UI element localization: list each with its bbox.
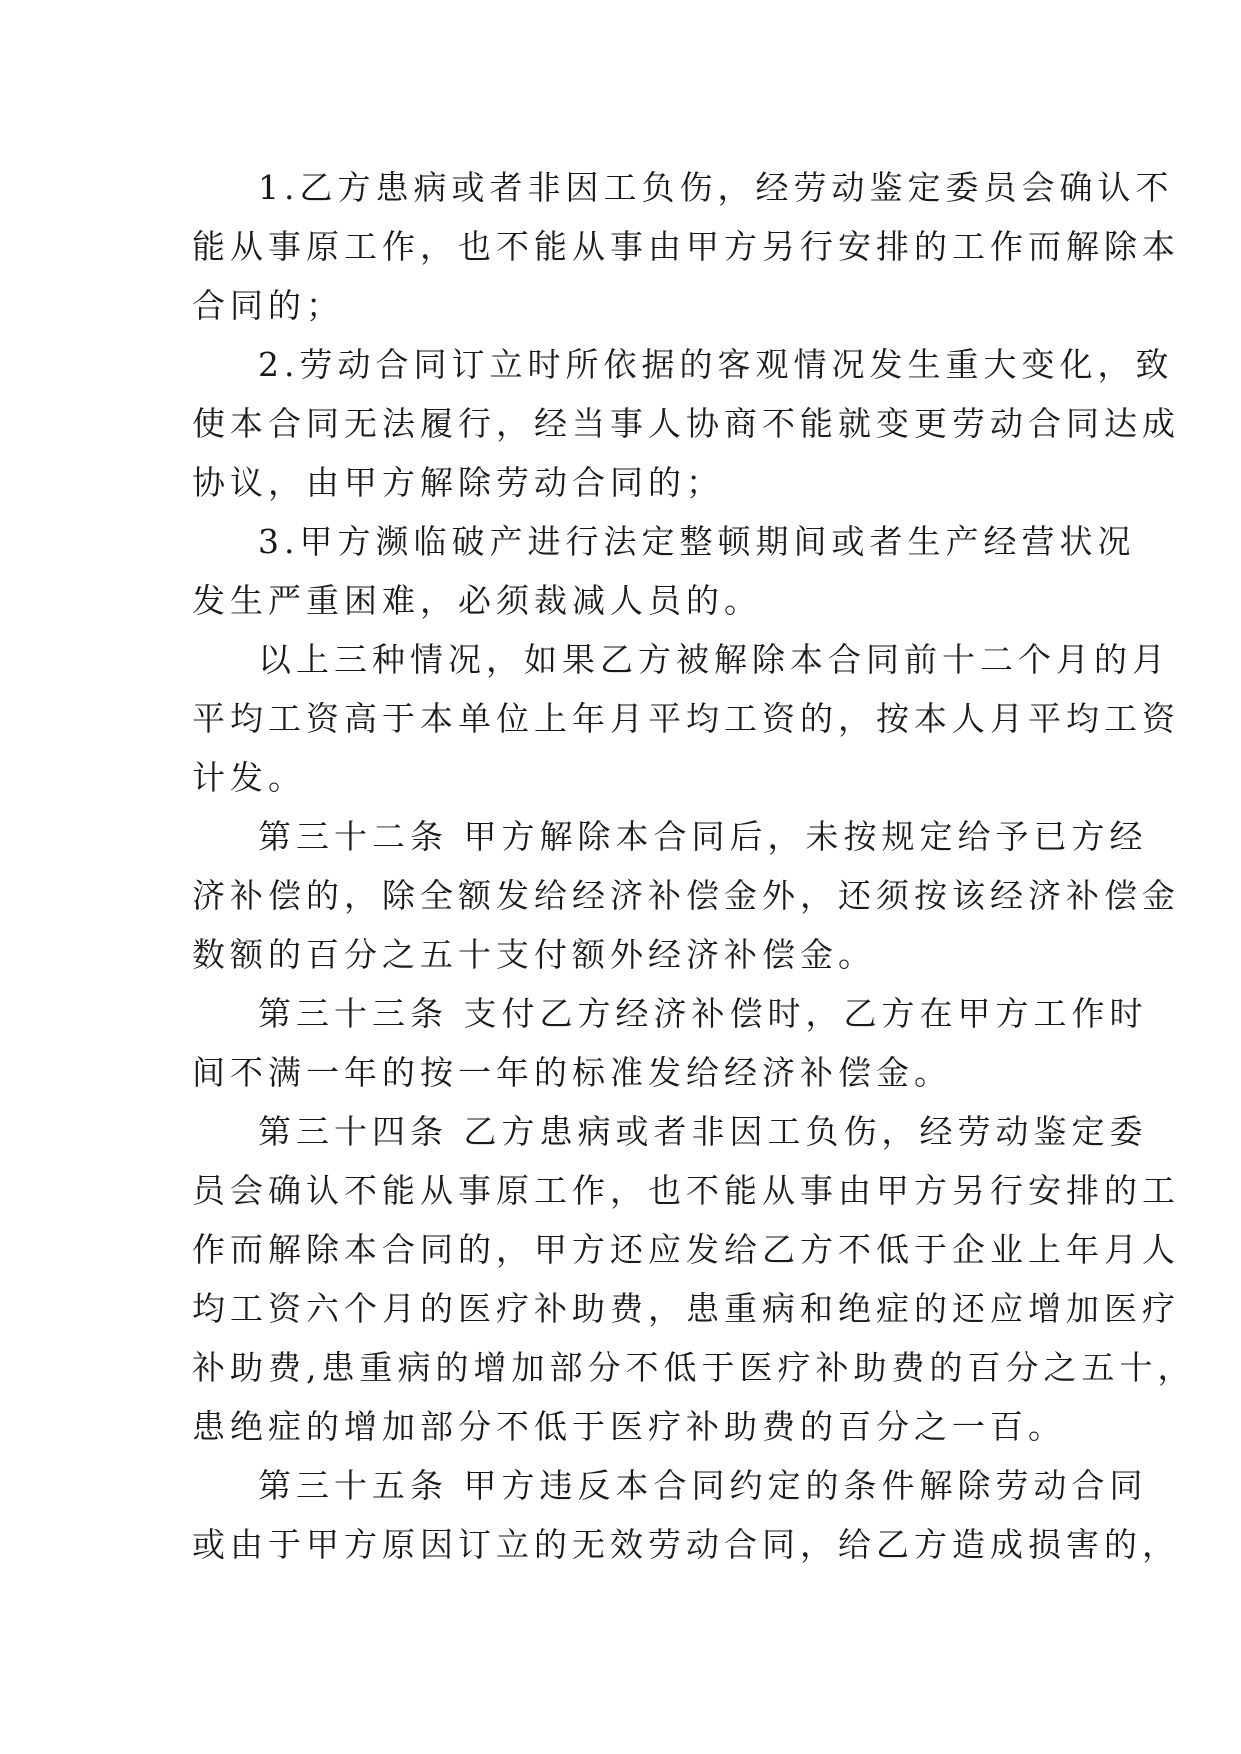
text-line: 1.乙方患病或者非因工负伤，经劳动鉴定委员会确认不 <box>258 168 1174 207</box>
text-line: 平均工资高于本单位上年月平均工资的，按本人月平均工资 <box>192 699 1180 738</box>
text-line: 或由于甲方原因订立的无效劳动合同，给乙方造成损害的， <box>192 1525 1180 1564</box>
text-line: 发生严重困难，必须裁减人员的。 <box>192 581 762 620</box>
text-line: 以上三种情况，如果乙方被解除本合同前十二个月的月 <box>258 640 1170 679</box>
document-body <box>192 158 1196 1574</box>
text-line: 合同的； <box>192 286 344 325</box>
text-line: 作而解除本合同的，甲方还应发给乙方不低于企业上年月人 <box>192 1230 1180 1269</box>
text-line: 第三十三条 支付乙方经济补偿时，乙方在甲方工作时 <box>258 994 1148 1033</box>
text-line: 数额的百分之五十支付额外经济补偿金。 <box>192 935 876 974</box>
text-line: 第三十二条 甲方解除本合同后，未按规定给予已方经 <box>258 817 1148 856</box>
text-line: 补助费,患重病的增加部分不低于医疗补助费的百分之五十， <box>192 1348 1196 1387</box>
text-line: 协议，由甲方解除劳动合同的； <box>192 463 724 502</box>
text-line: 使本合同无法履行，经当事人协商不能就变更劳动合同达成 <box>192 404 1180 443</box>
text-line: 2.劳动合同订立时所依据的客观情况发生重大变化，致 <box>258 345 1174 384</box>
text-line: 第三十五条 甲方违反本合同约定的条件解除劳动合同 <box>258 1466 1148 1505</box>
text-line: 计发。 <box>192 758 306 797</box>
text-line: 均工资六个月的医疗补助费，患重病和绝症的还应增加医疗 <box>192 1289 1180 1328</box>
text-line: 济补偿的，除全额发给经济补偿金外，还须按该经济补偿金 <box>192 876 1180 915</box>
text-line: 3.甲方濒临破产进行法定整顿期间或者生产经营状况 <box>258 522 1136 561</box>
text-line: 能从事原工作，也不能从事由甲方另行安排的工作而解除本 <box>192 227 1180 266</box>
text-line: 员会确认不能从事原工作，也不能从事由甲方另行安排的工 <box>192 1171 1180 1210</box>
text-line: 患绝症的增加部分不低于医疗补助费的百分之一百。 <box>192 1407 1066 1446</box>
text-line: 第三十四条 乙方患病或者非因工负伤，经劳动鉴定委 <box>258 1112 1148 1151</box>
text-line: 间不满一年的按一年的标准发给经济补偿金。 <box>192 1053 952 1092</box>
